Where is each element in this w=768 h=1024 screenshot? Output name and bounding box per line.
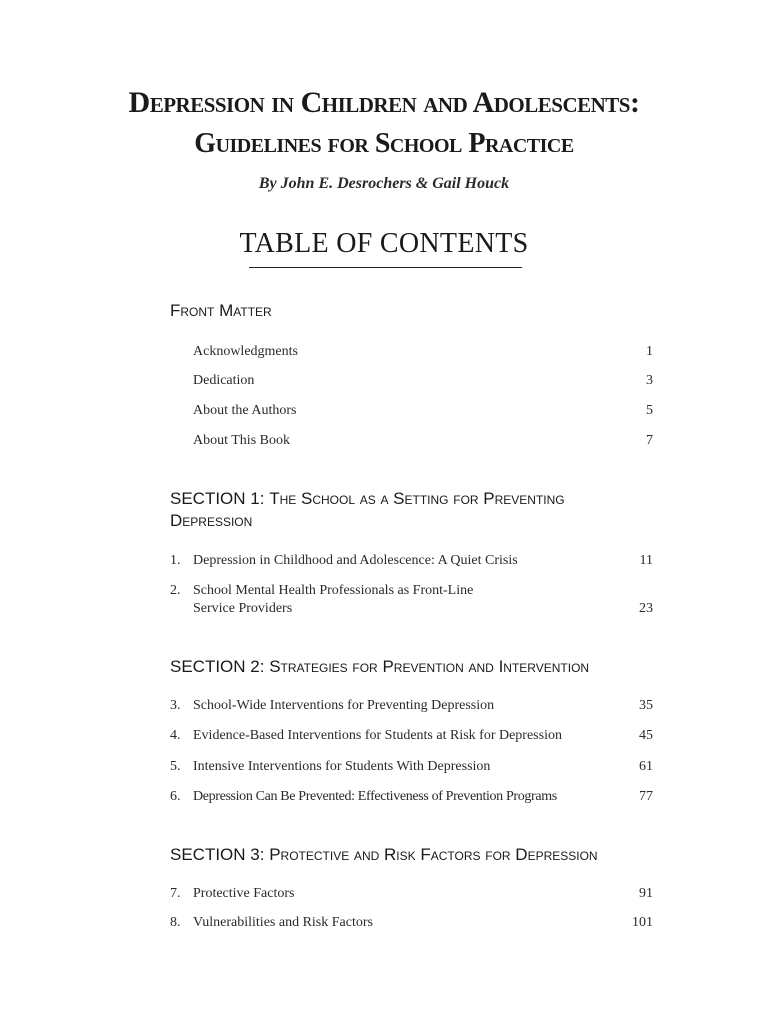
toc-entry-label: Acknowledgments [193,344,298,359]
toc-entry[interactable] [170,582,653,618]
author-byline: By John E. Desrochers & Gail Houck [258,175,510,192]
toc-entry-label: Dedication [193,373,255,388]
chapter-title-continued: Service Providers [193,601,293,616]
section-1-heading [170,488,670,532]
section-title: Strategies for Prevention and Intervention [269,657,590,676]
chapter-page: 61 [639,759,653,774]
section-title: Protective and Risk Factors for Depression [269,845,598,864]
book-title-line-2: Guidelines for School Practice [194,128,574,159]
chapter-page: 77 [639,789,653,804]
chapter-title: Protective Factors [193,886,295,901]
book-title-line-1: Depression in Children and Adolescents: [128,86,640,119]
chapter-page: 91 [639,886,653,901]
toc-entry-page: 5 [646,403,653,418]
section-prefix: SECTION 3: [170,845,265,864]
chapter-number: 2. [170,583,181,598]
chapter-number: 4. [170,728,181,743]
chapter-page: 23 [639,601,653,616]
toc-heading: TABLE OF CONTENTS [239,228,529,259]
toc-entry-label: About the Authors [193,403,297,418]
toc-entry-page: 1 [646,344,653,359]
toc-entry-page: 3 [646,373,653,388]
toc-entry-label: About This Book [193,433,290,448]
section-prefix: SECTION 1: [170,489,265,508]
chapter-page: 45 [639,728,653,743]
chapter-title: Depression in Childhood and Adolescence: A Quiet Crisis [193,553,518,568]
chapter-title: Evidence-Based Interventions for Students at Risk for Depression [193,728,562,743]
chapter-title: School Mental Health Professionals as Front-Line [193,583,474,598]
chapter-number: 5. [170,759,181,774]
section-3-heading [170,844,670,866]
chapter-title: Intensive Interventions for Students With Depression [193,759,491,774]
chapter-title: Depression Can Be Prevented: Effectiveness of Prevention Programs [193,789,557,804]
chapter-number: 3. [170,698,181,713]
toc-underline [249,267,522,268]
chapter-number: 6. [170,789,181,804]
chapter-title: School-Wide Interventions for Preventing Depression [193,698,495,713]
front-matter-heading: Front Matter [170,301,272,320]
chapter-number: 8. [170,915,181,930]
section-2-heading [170,656,670,678]
section-prefix: SECTION 2: [170,657,265,676]
chapter-page: 101 [632,915,653,930]
chapter-title: Vulnerabilities and Risk Factors [193,915,373,930]
chapter-number: 7. [170,886,181,901]
section-title-continued: Depression [170,511,253,530]
toc-entry-page: 7 [646,433,653,448]
section-title: The School as a Setting for Preventing [269,489,565,508]
chapter-number: 1. [170,553,181,568]
chapter-page: 35 [639,698,653,713]
chapter-page: 11 [639,553,653,568]
